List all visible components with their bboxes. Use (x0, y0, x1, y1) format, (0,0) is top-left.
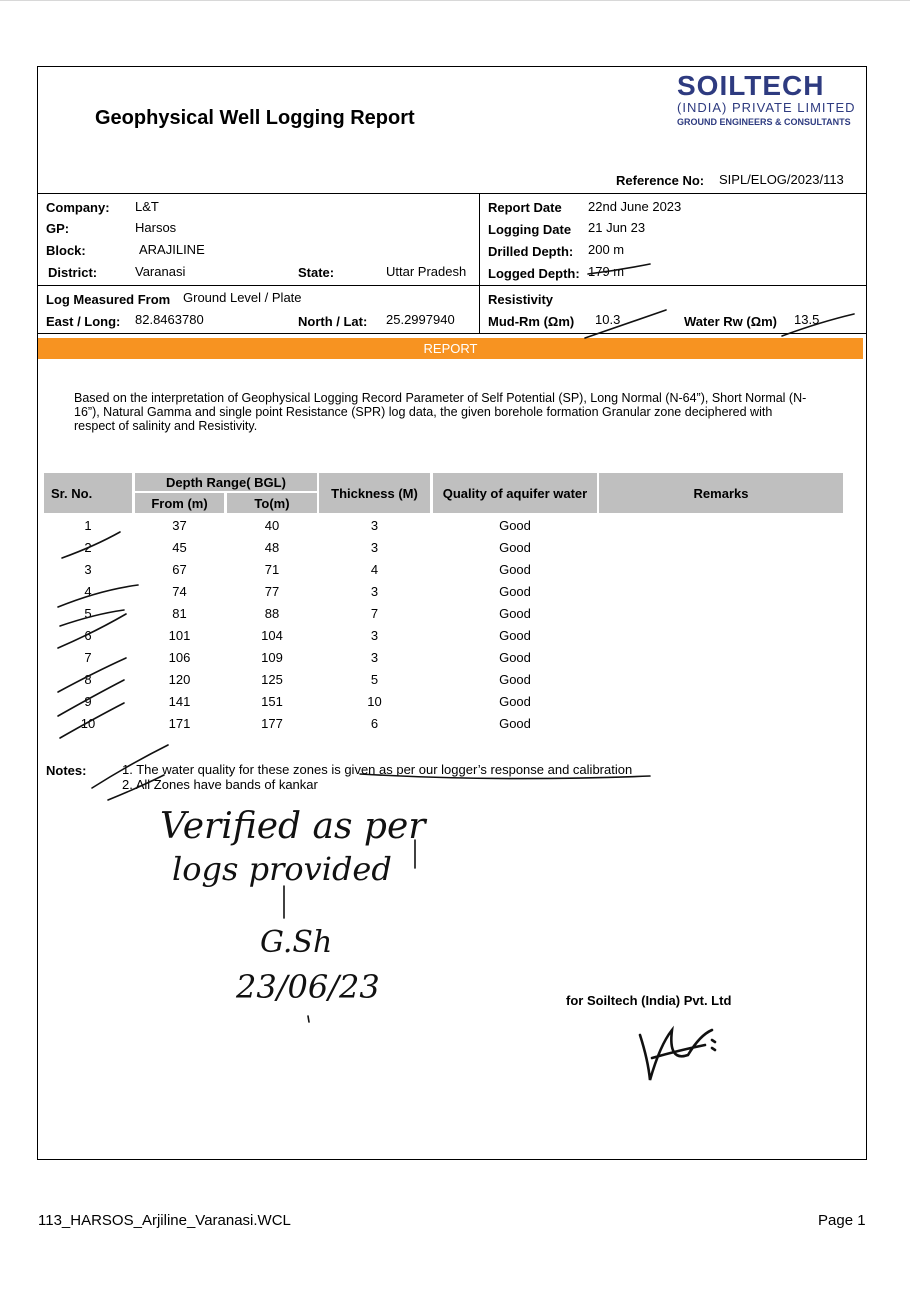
info-top-rule (38, 193, 866, 194)
cell-thickness-row-9: 10 (367, 694, 382, 709)
report-title: Geophysical Well Logging Report (95, 107, 415, 129)
col-header-sr: Sr. No. (44, 473, 132, 513)
col-header-remarks: Remarks (599, 473, 843, 513)
cell-thickness-row-6: 3 (370, 628, 379, 643)
logged-depth-label: Logged Depth: (488, 266, 580, 281)
cell-sr-row-2: 2 (84, 540, 92, 555)
cell-to-row-4: 77 (264, 584, 280, 599)
state-value: Uttar Pradesh (386, 264, 467, 279)
cell-thickness-row-3: 4 (370, 562, 379, 577)
company-label: Company: (46, 200, 110, 215)
block-label: Block: (46, 243, 86, 258)
cell-sr-row-9: 9 (84, 694, 92, 709)
cell-quality-row-10: Good (499, 716, 531, 731)
footer-page-number: Page 1 (818, 1212, 866, 1229)
cell-to-row-5: 88 (264, 606, 280, 621)
logo-main-text: SOILTECH (677, 70, 825, 101)
logged-depth-value: 179 m (588, 264, 625, 279)
col-header-to: To(m) (227, 493, 317, 513)
log-measured-label: Log Measured From (46, 292, 171, 307)
cell-quality-row-6: Good (499, 628, 531, 643)
cell-from-row-9: 141 (168, 694, 191, 709)
cell-sr-row-1: 1 (84, 518, 92, 533)
cell-sr-row-7: 7 (84, 650, 92, 665)
east-long-label: East / Long: (46, 314, 121, 329)
company-value: L&T (135, 199, 159, 214)
cell-quality-row-7: Good (499, 650, 531, 665)
cell-to-row-9: 151 (261, 694, 283, 709)
cell-from-row-7: 106 (168, 650, 191, 665)
cell-quality-row-5: Good (499, 606, 531, 621)
north-lat-label: North / Lat: (298, 314, 368, 329)
cell-thickness-row-7: 3 (370, 650, 379, 665)
cell-thickness-row-4: 3 (370, 584, 379, 599)
cell-from-row-2: 45 (172, 540, 187, 555)
info-divider (479, 193, 480, 334)
cell-from-row-4: 74 (172, 584, 187, 599)
cell-to-row-2: 48 (264, 540, 280, 555)
col-header-thickness: Thickness (M) (319, 473, 430, 513)
cell-to-row-7: 109 (261, 650, 283, 665)
log-measured-value: Ground Level / Plate (183, 290, 302, 305)
cell-sr-row-4: 4 (84, 584, 92, 599)
report-date-label: Report Date (488, 200, 562, 215)
north-lat-value: 25.2997940 (386, 312, 455, 327)
drilled-depth-label: Drilled Depth: (488, 244, 574, 259)
note-2: 2. All Zones have bands of kankar (122, 777, 318, 792)
info-bottom-rule (38, 333, 866, 334)
cell-to-row-1: 40 (264, 518, 280, 533)
cell-sr-row-10: 10 (80, 716, 96, 731)
cell-thickness-row-2: 3 (370, 540, 379, 555)
district-label: District: (48, 265, 98, 280)
logging-date-value: 21 Jun 23 (588, 220, 646, 235)
cell-from-row-8: 120 (168, 672, 191, 687)
cell-thickness-row-1: 3 (370, 518, 379, 533)
cell-thickness-row-5: 7 (370, 606, 379, 621)
water-rw-label: Water Rw (Ωm) (684, 314, 777, 329)
info-mid-rule (38, 285, 866, 286)
cell-from-row-1: 37 (172, 518, 187, 533)
page-top-rule (0, 0, 910, 1)
east-long-value: 82.8463780 (135, 312, 204, 327)
cell-from-row-6: 101 (168, 628, 191, 643)
col-header-depth-range: Depth Range( BGL) (135, 473, 317, 491)
cell-from-row-3: 67 (172, 562, 187, 577)
cell-to-row-8: 125 (261, 672, 283, 687)
col-header-quality: Quality of aquifer water (433, 473, 597, 513)
cell-thickness-row-8: 5 (370, 672, 379, 687)
mud-rm-label: Mud-Rm (Ωm) (488, 314, 575, 329)
interpretation-paragraph: Based on the interpretation of Geophysical Logging Record Parameter of Self Potential (SP), Long Normal (N-64”), Short Normal (N-16”), Natural Gamma and single point Resistance (SPR) log data, the given borehole formation Granular zone deciphered with respect of salinity and Resistivity. (74, 391, 807, 433)
reference-label: Reference No: (616, 173, 705, 188)
cell-quality-row-2: Good (499, 540, 531, 555)
cell-to-row-10: 177 (261, 716, 283, 731)
cell-sr-row-3: 3 (84, 562, 92, 577)
cell-sr-row-5: 5 (84, 606, 92, 621)
handwritten-date: 23/06/23 (236, 968, 380, 1006)
footer-filename: 113_HARSOS_Arjiline_Varanasi.WCL (38, 1212, 291, 1229)
cell-quality-row-1: Good (499, 518, 531, 533)
cell-quality-row-8: Good (499, 672, 531, 687)
cell-sr-row-6: 6 (84, 628, 92, 643)
reference-value: SIPL/ELOG/2023/113 (719, 172, 844, 187)
for-company-label: for Soiltech (India) Pvt. Ltd (566, 993, 732, 1008)
district-value: Varanasi (135, 264, 186, 279)
cell-thickness-row-10: 6 (370, 716, 379, 731)
cell-to-row-3: 71 (264, 562, 280, 577)
cell-quality-row-9: Good (499, 694, 531, 709)
company-logo (677, 72, 862, 128)
report-date-value: 22nd June 2023 (588, 199, 682, 214)
cell-from-row-5: 81 (172, 606, 187, 621)
report-section-band (38, 338, 863, 359)
logging-date-label: Logging Date (488, 222, 572, 237)
cell-quality-row-4: Good (499, 584, 531, 599)
cell-quality-row-3: Good (499, 562, 531, 577)
cell-sr-row-8: 8 (84, 672, 92, 687)
gp-label: GP: (46, 221, 70, 236)
logo-tagline: GROUND ENGINEERS & CONSULTANTS (677, 117, 851, 127)
report-band-label: REPORT (423, 341, 478, 356)
state-label: State: (298, 265, 335, 280)
notes-label: Notes: (46, 763, 87, 778)
handwritten-logs-line: logs provided (172, 850, 392, 888)
mud-rm-value: 10.3 (595, 312, 621, 327)
note-1: 1. The water quality for these zones is given as per our logger’s response and calibration (122, 762, 633, 777)
handwritten-initials: G.Sh (260, 925, 333, 960)
water-rw-value: 13.5 (794, 312, 820, 327)
col-header-from: From (m) (135, 493, 224, 513)
cell-to-row-6: 104 (261, 628, 283, 643)
handwritten-verified-line: Verified as per (160, 806, 426, 847)
gp-value: Harsos (135, 220, 177, 235)
block-value: ARAJILINE (139, 242, 205, 257)
resistivity-label: Resistivity (488, 292, 554, 307)
logo-subtitle: (INDIA) PRIVATE LIMITED (677, 100, 856, 115)
drilled-depth-value: 200 m (588, 242, 625, 257)
cell-from-row-10: 171 (168, 716, 191, 731)
